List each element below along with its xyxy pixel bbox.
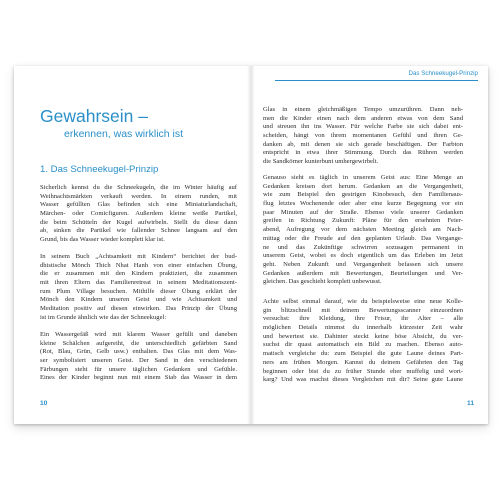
- text-line: ser symbolisiert unseren Geist. Der Sand in den verschiedenen: [40, 357, 237, 365]
- text-line: paar Minuten auf der Straße. Ebenso viele unserer Gedanken: [263, 208, 463, 216]
- book-spread: [14, 66, 488, 424]
- chapter-title: Gewahrsein –: [40, 106, 148, 126]
- text-line: kleine Schälchen aufgereiht, die unterschiedlich gefärbten Sand: [40, 339, 237, 347]
- text-line: gin blitzschnell mit deinem Bewertungsscanner einzuordnen: [263, 306, 463, 314]
- text-line: mittag oder die Freude auf den geplanten Urlaub. Das Vergange-: [263, 234, 463, 242]
- text-line: (Rot, Blau, Grün, Gelb usw.) enthalten. Das Glas mit dem Was-: [40, 348, 237, 356]
- text-line: und streuen ihn ins Wasser. Für welche Farbe sie sich dabei ent-: [263, 123, 463, 131]
- text-line: Sicherlich kennst du die Schneekugeln, die im Winter häufig auf: [40, 184, 237, 191]
- text-line: die er zusammen mit den Kindern praktiziert, die zusammen: [40, 270, 237, 278]
- text-line: Märchen- oder Comicfiguren. Außerdem kleine weiße Partikel,: [40, 210, 237, 218]
- page-number: 11: [467, 400, 474, 407]
- text-line: men die Kinder einen nach dem anderen etwas von dem Sand: [263, 114, 463, 122]
- header-rule: [275, 80, 478, 81]
- text-line: flug letztes Wochenende oder aber eine kurze Begegnung vor ein: [263, 200, 463, 208]
- text-line: Wasser gefüllten Glas befinden sich eine Miniaturlandschaft,: [40, 201, 237, 209]
- text-line: mit ihren Eltern das Familienretreat in seinem Meditationszent-: [40, 279, 237, 287]
- text-line: suchst dir quasi automatisch ein Bild zu machen. Ebenso auto-: [263, 341, 463, 349]
- text-line: scheiden, hängt von ihrem momentanen Gefühl und ihren Ge-: [263, 132, 463, 140]
- text-line: abend, Aufregung vor dem nächsten Meeting gleich am Nach-: [263, 226, 463, 234]
- text-line: wie zum Beispiel den gestrigen Kinobesuch, den Familienaus-: [263, 191, 463, 199]
- text-line: und bewertest sie. Dahinter steckt keine böse Absicht, du ver-: [263, 332, 463, 340]
- chapter-subtitle: erkennen, was wirklich ist: [64, 128, 184, 140]
- page-number: 10: [40, 400, 48, 407]
- text-line: ab, sinken die Partikel wie fallender Schnee langsam auf den: [40, 227, 237, 235]
- text-line: versuchst: ihre Kleidung, ihre Frisur, ihr Alter – alle: [263, 315, 463, 323]
- text-line: dhistische Mönch Thich Nhat Hanh von einer einfachen Übung,: [40, 261, 237, 269]
- text-line: beginnen oder bist du zu früher Stunde eher muffelig und wort-: [263, 367, 463, 375]
- text-line: Genauso sieht es täglich in unserem Geist aus: Eine Menge an: [263, 174, 463, 181]
- text-line: Ein Wassergefäß wird mit klarem Wasser gefüllt und daneben: [40, 331, 237, 338]
- text-line: Weihnachtsmärkten verkauft werden. In einem runden, mit: [40, 192, 237, 200]
- text-line: Achte selbst einmal darauf, wie du beispielsweise eine neue Kolle-: [263, 298, 463, 305]
- text-line: greifen in Richtung Zukunft: Pläne für den ersehnten Feier-: [263, 217, 463, 225]
- running-head: Das Schneekugel-Prinzip: [408, 70, 478, 77]
- text-line: matisch vergleiche du: zum Beispiel die gute Laune deines Part-: [263, 350, 463, 358]
- text-line: karg? Und was machst dieses Vergleichen mit dir? Seine gute Laune: [263, 376, 463, 384]
- paragraph: [40, 184, 237, 245]
- text-line: Grund, bis das Wasser wieder komplett klar ist.: [40, 236, 165, 244]
- text-line: gleichen. Das geschieht komplett unbewusst.: [263, 278, 382, 286]
- text-line: Mönch den Kindern unseren Geist und wie Achtsamkeit und: [40, 296, 237, 304]
- text-line: unserem Geist, wobei es doch eigentlich um das Erleben im Jetzt: [263, 252, 463, 260]
- text-line: danken ab, mit denen sie sich gerade beschäftigen. Der Farbton: [263, 140, 463, 148]
- right-page: [251, 66, 488, 424]
- paragraph: [40, 331, 237, 383]
- text-line: Gedanken außerdem mit Bewertungen, Beurteilungen und Ver-: [263, 269, 463, 277]
- text-line: rum Plum Village besuchen. Mithilfe dieser Übung erklärt der: [40, 287, 237, 295]
- text-line: ne und das Zukünftige schwirren sozusagen permanent in: [263, 243, 463, 251]
- text-line: die Sandkörner kunterbunt umhergewirbelt.: [263, 158, 379, 166]
- text-line: Gedanken kreisen dort herum. Gedanken an die Vergangenheit,: [263, 182, 463, 190]
- text-line: Färbungen steht für unsere täglichen Gedanken und Gefühle.: [40, 365, 237, 373]
- text-line: In seinem Buch „Achtsamkeit mit Kindern“ berichtet der bud-: [40, 253, 237, 260]
- paragraph: [40, 253, 237, 323]
- text-line: ners am frühen Morgen. Kannst du deinem Gefährten den Tag: [263, 358, 463, 366]
- text-line: geht. Neben Zukunft und Vergangenheit befassen sich unsere: [263, 260, 463, 268]
- text-line: Glas in einem gleichmäßigen Tempo umzurühren. Dann neh-: [263, 106, 463, 113]
- section-title: 1. Das Schneekugel-Prinzip: [40, 164, 159, 175]
- paragraph: [263, 298, 463, 385]
- text-line: möglichen Details nimmst du innerhalb kürzester Zeit wahr: [263, 324, 463, 332]
- paragraph: [263, 106, 463, 167]
- text-line: ist im Grunde ähnlich wie das der Schneekugel:: [40, 313, 167, 321]
- text-line: Meditation positiv auf diesen einwirken. Das Prinzip der Übung: [40, 305, 237, 313]
- text-line: Eines der Kinder beginnt nun mit einem Stab das Wasser in dem: [40, 374, 237, 382]
- paragraph: [263, 174, 463, 287]
- text-line: entspricht in etwa ihrer Stimmung. Durch das Rühren werden: [263, 149, 463, 157]
- left-page: [14, 66, 251, 424]
- text-line: die beim Schütteln der Kugel aufwirbeln. Stellt du diese dann: [40, 218, 237, 226]
